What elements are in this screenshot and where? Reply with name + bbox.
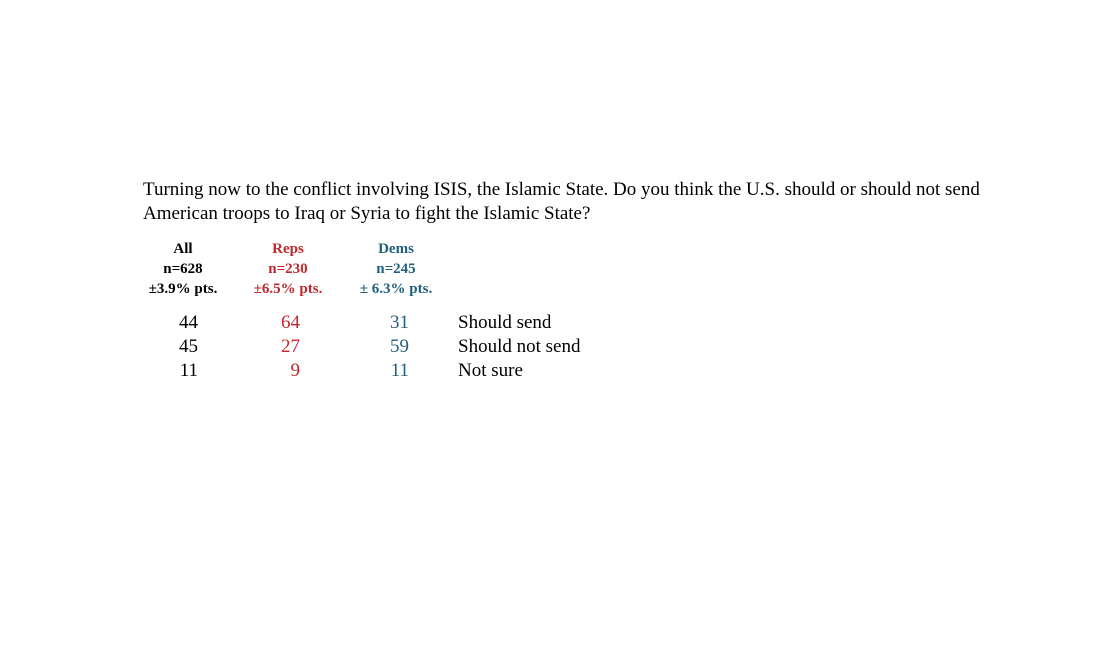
column-sample-size: n=628 [163, 261, 203, 277]
response-label: Should send [458, 312, 552, 333]
response-label: Should not send [458, 336, 581, 357]
column-margin-of-error: ±6.5% pts. [253, 281, 323, 297]
value-dems: 11 [390, 360, 409, 381]
column-margin-of-error: ±3.9% pts. [148, 281, 218, 297]
value-dems: 59 [390, 336, 409, 357]
column-header-all [135, 239, 231, 299]
value-all: 44 [179, 312, 198, 333]
column-name: Reps [272, 241, 304, 257]
value-reps: 9 [290, 360, 300, 381]
value-all: 45 [179, 336, 198, 357]
column-margin-of-error: ± 6.3% pts. [359, 281, 433, 297]
question-text: Turning now to the conflict involving ISIS, the Islamic State. Do you think the U.S. should or should not send American troops to Iraq or Syria to fight the Islamic State? [143, 179, 980, 224]
column-header-reps [240, 239, 336, 299]
column-sample-size: n=230 [268, 261, 308, 277]
value-all: 11 [179, 360, 198, 381]
value-dems: 31 [390, 312, 409, 333]
column-sample-size: n=245 [376, 261, 416, 277]
column-name: All [173, 241, 193, 257]
column-header-dems [348, 239, 444, 299]
value-reps: 64 [281, 312, 300, 333]
column-name: Dems [378, 241, 414, 257]
response-label: Not sure [458, 360, 523, 381]
value-reps: 27 [281, 336, 300, 357]
